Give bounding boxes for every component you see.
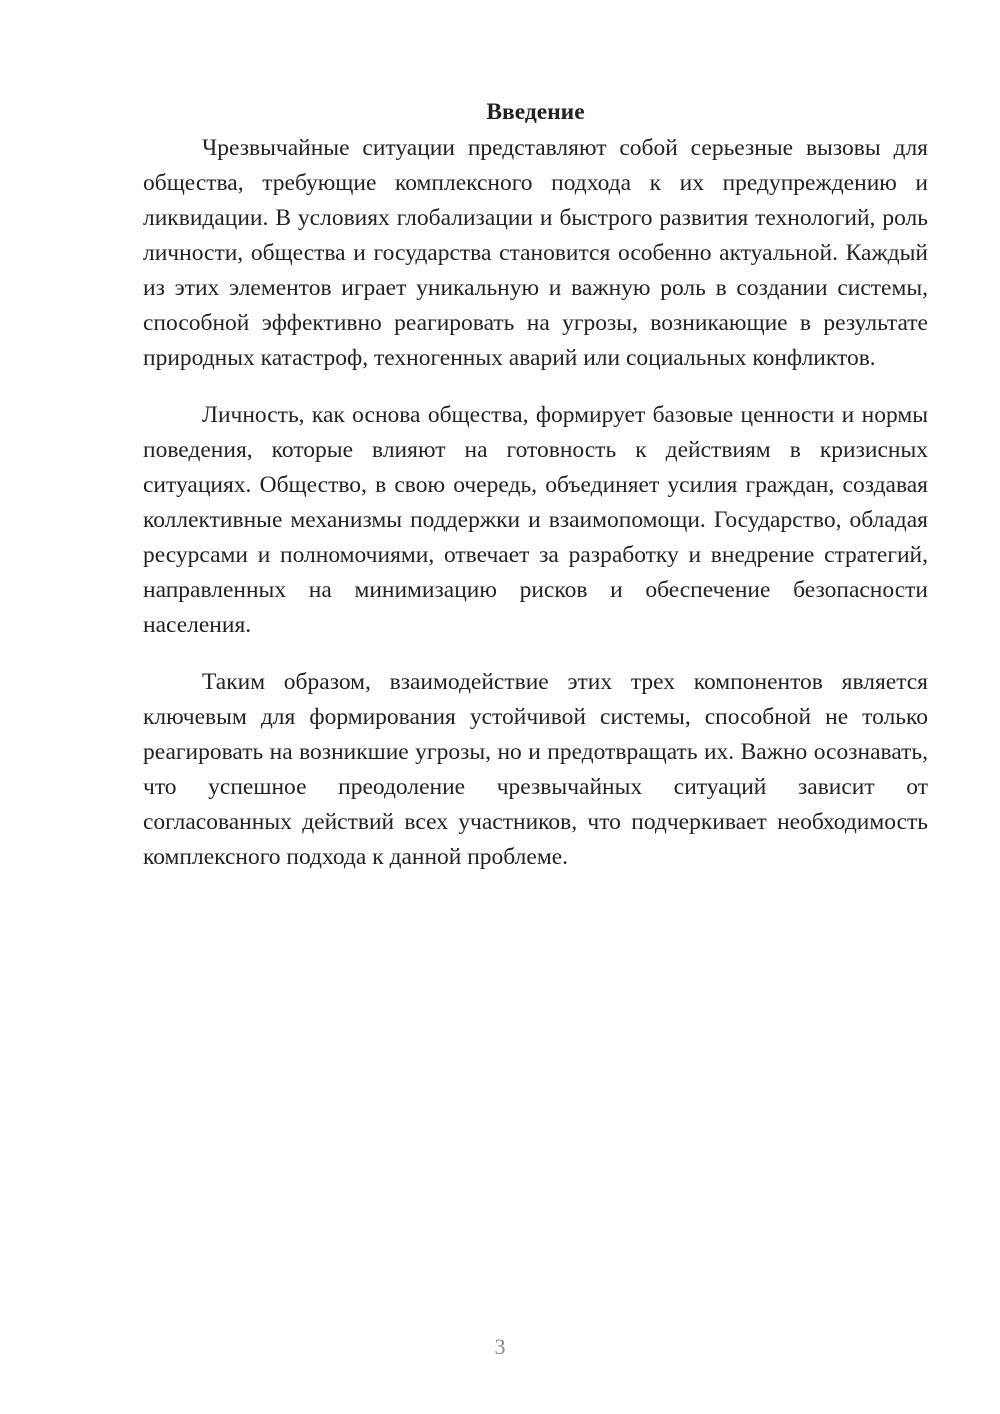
- section-heading: Введение: [486, 99, 585, 125]
- page-number: 3: [494, 1334, 506, 1359]
- paragraph-2: Личность, как основа общества, формирует базовые ценности и нормы поведения, которые влияют на готовность к действиям в кризисных ситуациях. Общество, в свою очередь, объединяет усилия граждан, создавая коллективные механизмы поддержки и взаимопомощи. Государство, обладая ресурсами и полномочиями, отвечает за разработку и внедрение стратегий, направленных на минимизацию рисков и обеспечение безопасности населения.: [143, 402, 928, 638]
- paragraph-1: Чрезвычайные ситуации представляют собой серьезные вызовы для общества, требующие комплексного подхода к их предупреждению и ликвидации. В условиях глобализации и быстрого развития технологий, роль личности, общества и государства становится особенно актуальной. Каждый из этих элементов играет уникальную и важную роль в создании системы, способной эффективно реагировать на угрозы, возникающие в результате природных катастроф, техногенных аварий или социальных конфликтов.: [143, 135, 928, 371]
- document-body: [143, 95, 928, 897]
- paragraph-3: Таким образом, взаимодействие этих трех компонентов является ключевым для формирования устойчивой системы, способной не только реагировать на возникшие угрозы, но и предотвращать их. Важно осознавать, что успешное преодоление чрезвычайных ситуаций зависит от согласованных действий всех участников, что подчеркивает необходимость комплексного подхода к данной проблеме.: [143, 669, 928, 870]
